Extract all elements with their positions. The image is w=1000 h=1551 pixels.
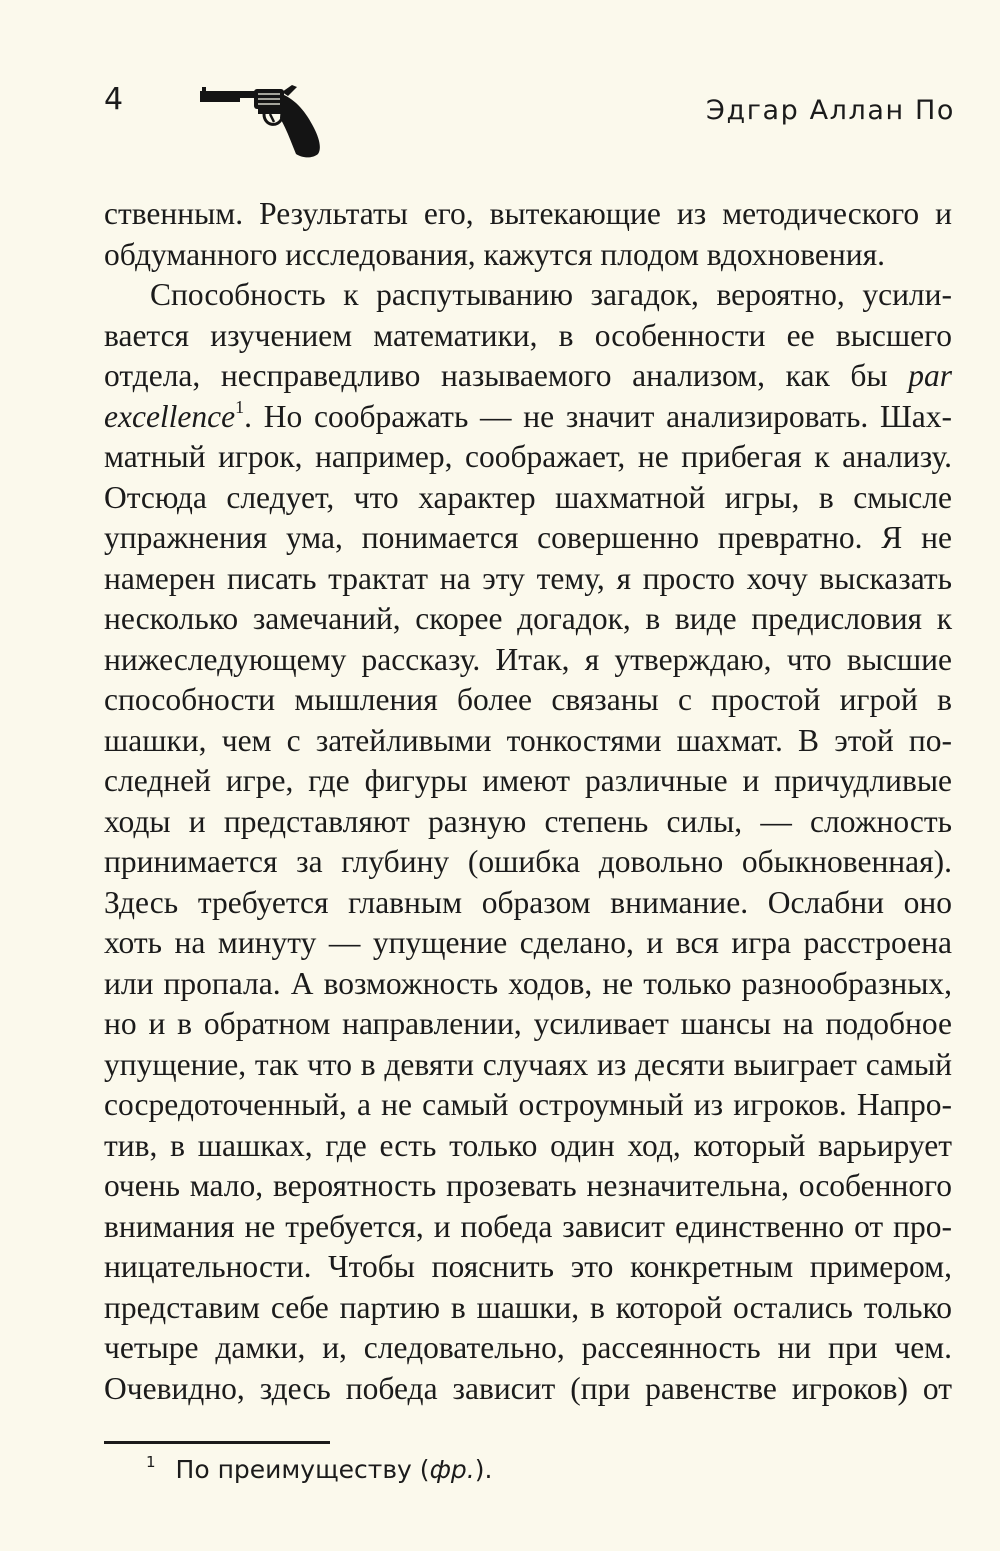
text-segment: отдела, несправедливо называемого анализом, как бы [104, 358, 888, 393]
text-line: четыре дамки, и, следовательно, рассеянность ни при чем. [104, 1330, 952, 1365]
text-line: внимания не требуется, и победа зависит единственно от про- [104, 1208, 952, 1244]
text-line: несколько замечаний, скорее догадок, в виде предисловия к [104, 601, 952, 636]
text-line: ственным. Результаты его, вытекающие из методического и [104, 196, 952, 231]
text-line: очень мало, вероятность прозевать незначительна, особенного [104, 1168, 952, 1203]
revolver-icon [196, 82, 328, 160]
body-text [104, 194, 952, 1409]
text-line: упражнения ума, понимается совершенно превратно. Я не [104, 520, 952, 555]
italic-phrase: par [908, 358, 953, 393]
text-line: но и в обратном направлении, усиливает шансы на подобное [104, 1006, 952, 1041]
footnote-text: По преимуществу ( [175, 1455, 430, 1484]
text-line: Способность к распутыванию загадок, вероятно, усили- [150, 277, 952, 312]
text-line: следней игре, где фигуры имеют различные и причудливые [104, 763, 952, 798]
text-line: матный игрок, например, соображает, не прибегая к анализу. [104, 439, 952, 474]
text-line: ходы и представляют разную степень силы, — сложность [104, 803, 952, 839]
footnote-ref: 1 [235, 396, 245, 417]
text-line: тив, в шашках, где есть только один ход, который варьирует [104, 1127, 952, 1163]
text-line: принимается за глубину (ошибка довольно обыкновенная). [104, 844, 952, 879]
text-line: нижеследующему рассказу. Итак, я утверждаю, что высшие [104, 641, 952, 677]
footnote-text-end: ). [474, 1455, 493, 1484]
text-line: ницательности. Чтобы пояснить это конкретным примером, [104, 1249, 952, 1284]
text-line: представим себе партию в шашки, в которой остались только [104, 1289, 952, 1325]
text-line: сосредоточенный, а не самый остроумный из игроков. Напро- [104, 1087, 952, 1122]
text-line: обдуманного исследования, кажутся плодом вдохновения. [104, 236, 885, 272]
footnote-rule [104, 1441, 330, 1444]
text-line: способности мышления более связаны с простой игрой в [104, 682, 952, 717]
text-segment: . Но соображать — не значит анализировать. Шах- [244, 398, 952, 434]
text-line: Очевидно, здесь победа зависит (при равенстве игроков) от [104, 1370, 952, 1406]
text-line: упущение, так что в девяти случаях из десяти выиграет самый [104, 1046, 952, 1082]
footnote [146, 1453, 492, 1487]
italic-phrase: excellence [104, 398, 236, 434]
text-line: вается изучением математики, в особенности ее высшего [104, 317, 952, 353]
footnote-marker: 1 [146, 1453, 156, 1471]
text-line: шашки, чем с затейливыми тонкостями шахмат. В этой по- [104, 722, 952, 758]
author-name: Эдгар Аллан По [706, 95, 955, 126]
text-line: хоть на минуту — упущение сделано, и вся игра расстроена [104, 925, 952, 960]
running-head [0, 0, 1000, 170]
text-line: Отсюда следует, что характер шахматной игры, в смысле [104, 479, 952, 515]
text-line: или пропала. А возможность ходов, не только разнообразных, [104, 965, 952, 1001]
text-line [104, 397, 952, 438]
text-line: намерен писать трактат на эту тему, я просто хочу высказать [104, 560, 952, 596]
text-line: Здесь требуется главным образом внимание. Ослабни оно [104, 884, 952, 920]
page-number: 4 [104, 82, 124, 117]
text-line [104, 356, 952, 397]
footnote-abbrev: фр. [429, 1455, 475, 1484]
